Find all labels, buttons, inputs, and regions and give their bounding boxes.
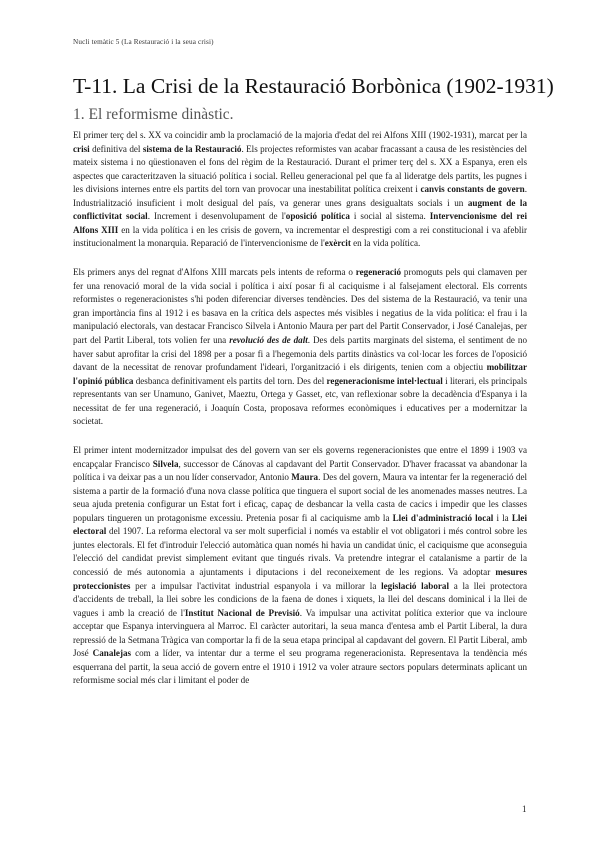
text-run: a la llei protectora d'accidents de treball, la llei sobre les condicions de la faena de dones i xiquets, la llei del descans dominical i la llei de vagues i amb la creació de l' [73,580,527,618]
text-run: , successor de Cánovas al capdavant del Partit Conservador. D'haver fracassat va abandonar la política i va deixar pas a un nou líder conservador, Antonio [73,458,527,483]
text-run: El primer intent modernitzador impulsat des del govern van ser els governs regeneracionistes que entre el 1899 i 1903 va encapçalar Francisco [73,445,527,469]
emphasis-bold: oposició política [285,211,350,222]
text-run: . Va impulsar una activitat política exterior que va incloure acceptar que Espanya intervinguera al Marroc. El caràcter autoritari, la seua manca d'entesa amb el Partit Liberal, la dura repressió de la Setmana Tràgica van comportar la fi de la seua etapa principal al capdavant del govern. El Partit Liberal, amb José [73,607,527,659]
text-run: del 1907. La reforma electoral va ser molt superficial i només va establir el vot obligatori i més control sobre les juntes electorals. El fet d'introduir l'elecció automàtica quan només hi havia un candidat únic, el caciquisme que aconseguia l'elecció del candidat previst simplement evitant que tingués rivals. Va pretendre integrar el catalanisme a partir de la concessió de més autonomia a ajuntaments i diputacions i del reconeixement de les regions. Va adoptar [73,526,527,577]
document-body [73,129,527,703]
emphasis-bold: Intervencionisme del rei Alfons XIII [73,211,527,235]
emphasis-bold: Llei d'administració local [392,512,494,523]
text-run: . Des dels partits marginats del sistema, el sentiment de no haver sabut aprofitar la crisi del 1898 per a posar fi a l'hegemonia dels partits dinàstics va col·locar les forces de l'oposició davant de la necessitat de renovar profundament l'ideari, l'organització i els dirigents, tenien com a objectiu [73,334,528,373]
emphasis-bold: Institut Nacional de Previsió [184,607,300,618]
emphasis-bold: mesures proteccionistes [73,567,527,591]
text-run: per a impulsar l'activitat industrial espanyola i va millorar la [130,580,382,591]
text-run: promoguts pels qui clamaven per fer una renovació moral de la vida social i política i així posar fi al caciquisme i al falsejament electoral. Els corrents reformistes o regeneracionistes s'hi poden diferenciar diverses tendències. Des del sistema de la Restauració, va tenir una gran importància fins al 1912 i es basava en la crítica dels aspectes més visibles i negatius de la vida política: el frau i la manipulació electorals, van destacar Francisco Silvela i Antonio Maura per part del Partit Conservador, i José Canalejas, per part del Partit Liberal, tots volien fer una [73,267,527,345]
emphasis-bold: Maura [291,472,319,483]
emphasis-bold: sistema de la Restauració [142,143,242,154]
emphasis-bold: Llei electoral [73,512,527,537]
emphasis-bold: mobilitzar l'opinió pública [73,362,527,386]
page-title: T-11. La Crisi de la Restauració Borbònica (1902-1931) [73,74,554,98]
emphasis-bold: regeneracionisme intel·lectual [326,375,443,386]
text-run: com a líder, va intentar dur a terme el seu programa regeneracionista. Representava la tendència més esquerrana del partit, la seua acció de govern entre el 1910 i 1912 va voler atraure sectors populars determinats aplicant un reformisme social més clar i limitant el poder de [73,648,527,686]
text-run: i literari, els principals representants van ser Unamuno, Ganivet, Maeztu, Ortega y Gasset, etc, van reflexionar sobre la decadència d'Espanya i la necessitat de fer una regeneració, i Joaquín Costa, proposava reformes econòmiques i educatives per a modernitzar la societat. [73,375,527,427]
paragraph [73,444,527,688]
text-run: Els primers anys del regnat d'Alfons XIII marcats pels intents de reforma o [73,267,356,278]
emphasis-bold: regeneració [355,267,402,278]
text-run: . Industrialització insuficient i molt desigual del país, va generar unes grans desigualtats socials i un [73,184,528,208]
running-header: Nucli temàtic 5 (La Restauració i la seua crisi) [73,38,214,46]
text-run: en la vida política i en les crisis de govern, va incrementar el desprestigi com a rei constitucional i va afeblir institucionalment la monarquia. Reparació de l'intervencionisme de l' [73,224,527,249]
section-heading: 1. El reformisme dinàstic. [73,106,234,123]
text-run: i social al sistema. [349,211,430,222]
text-run: en la vida política. [350,238,421,249]
text-run: . Des del govern, Maura va intentar fer la regeneració del sistema a partir de la formació d'una nova classe política que tinguera el suport social de les anomenades masses neutres. La seua ajuda pretenia configurar un Estat fort i eficaç, capaç de desbancar la vella casta de cacics i impedir que les classes populars tingueren un protagonisme excessiu. Pretenia posar fi al caciquisme amb la [73,472,528,523]
emphasis-bold-italic: revolució des de dalt [229,334,308,345]
emphasis-bold: canvis constants de govern [420,184,525,195]
text-run: . Increment i desenvolupament de l' [147,211,286,222]
text-run: i la [493,512,512,523]
emphasis-bold: crisi [73,143,90,154]
text-run: . Els projectes reformistes van acabar fracassant a causa de les resistències del mateix sistema i no qüestionaven el fons del règim de la Restauració. Durant el primer terç del s. XX a Espanya, eren els aspectes que caracteritzaven la situació política i social. Relleu generacional pel que fa al lideratge dels partits, les pugnes i les divisions internes entre els partits del torn van provocar una inestabilitat política creixent i [73,143,527,195]
text-run: desbanca definitivament els partits del torn. Des del [133,375,327,386]
emphasis-bold: augment de la conflictivitat social [73,197,528,222]
text-run: El primer terç del s. XX va coincidir amb la proclamació de la majoria d'edat del rei Alfons XIII (1902-1931), marcat per la [73,130,527,140]
page-number: 1 [522,804,527,814]
emphasis-bold: exèrcit [324,238,351,249]
text-run: definitiva del [89,143,143,154]
paragraph [73,129,527,251]
paragraph [73,266,527,429]
emphasis-bold: legislació laboral [381,580,449,591]
emphasis-bold: Silvela [152,458,179,469]
emphasis-bold: Canalejas [92,648,132,659]
